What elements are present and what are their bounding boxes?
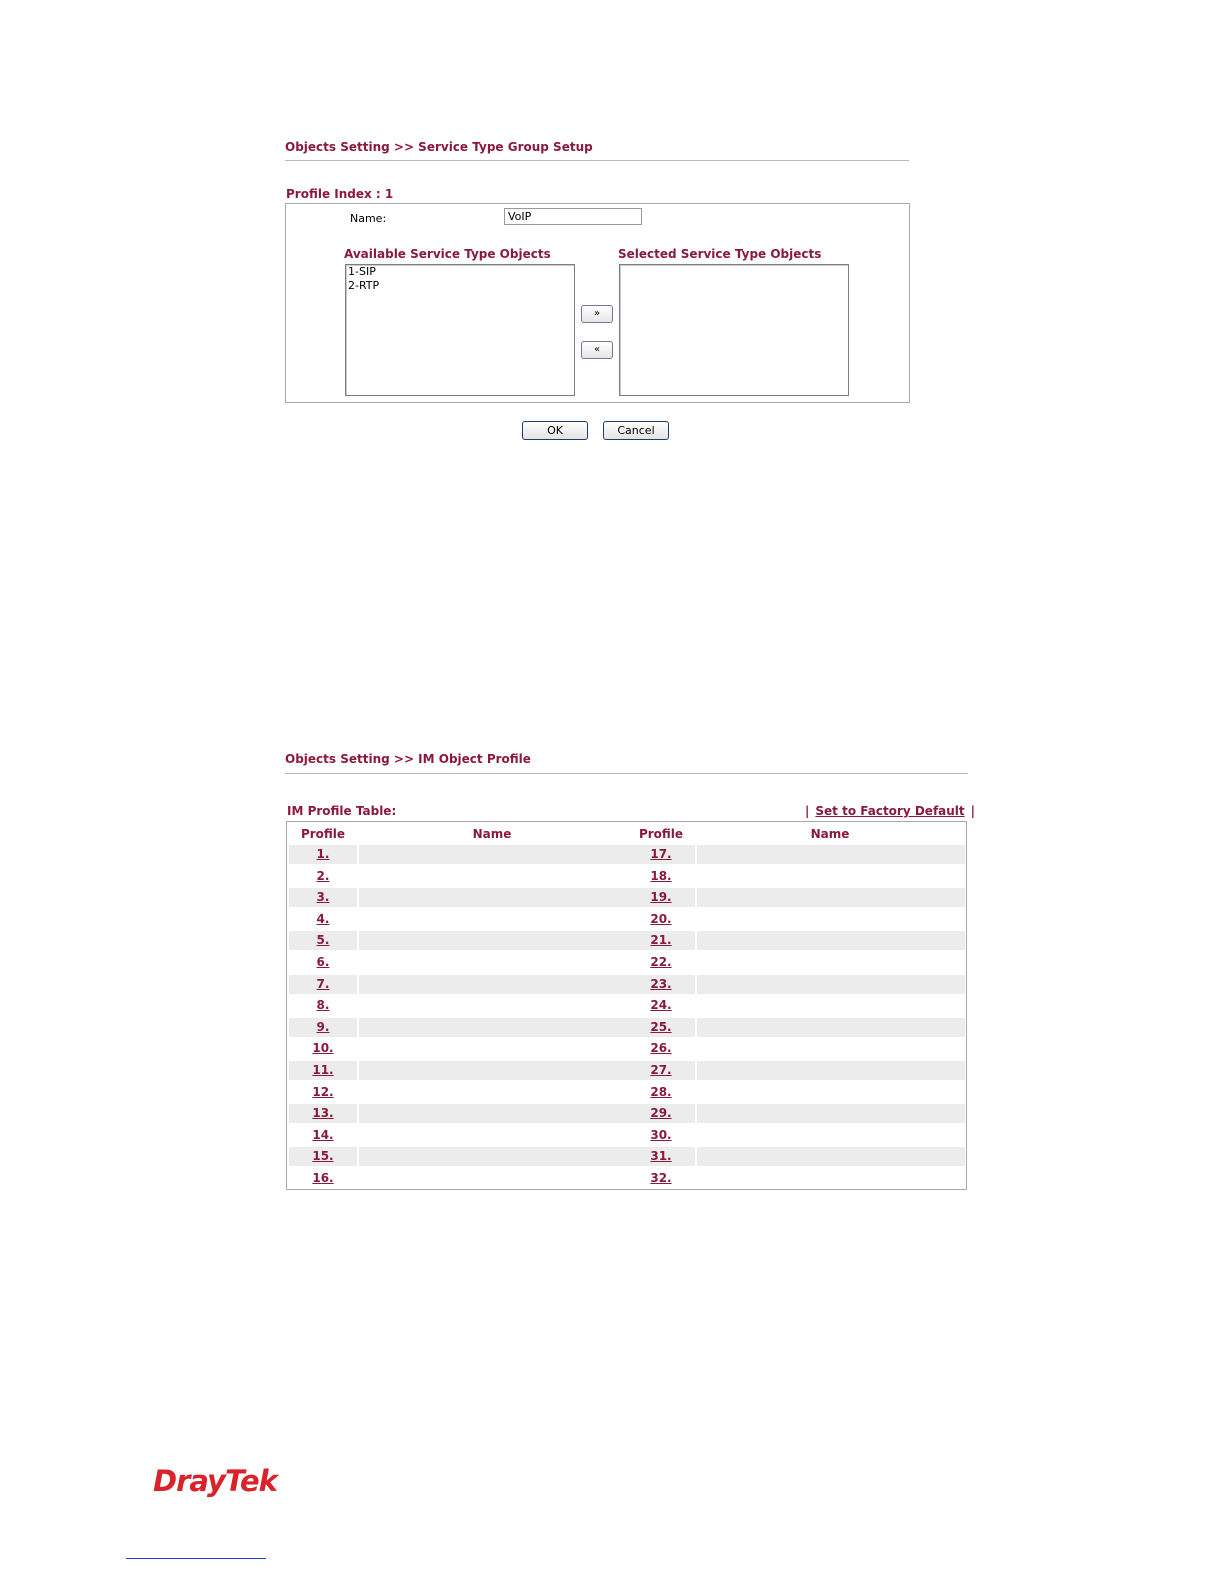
profile-name-cell-container <box>359 975 627 994</box>
remove-from-selected-button[interactable]: « <box>581 341 613 359</box>
separator-left: | <box>805 804 810 818</box>
header-name-right: Name <box>810 827 850 841</box>
profile-link[interactable]: 8. <box>316 998 330 1013</box>
profile-name-cell-container <box>697 1104 965 1123</box>
profile-link-container <box>627 953 695 972</box>
available-option[interactable]: 1-SIP <box>348 265 376 278</box>
profile-link[interactable]: 18. <box>650 868 672 883</box>
profile-link[interactable]: 26. <box>650 1041 672 1056</box>
profile-name-cell-container <box>697 996 965 1015</box>
profile-link-container <box>289 931 357 950</box>
available-objects-listbox[interactable] <box>345 264 575 396</box>
profile-name-cell-container <box>359 1104 627 1123</box>
profile-link-container <box>627 1018 695 1037</box>
profile-link-container <box>289 888 357 907</box>
selected-objects-label: Selected Service Type Objects <box>618 247 822 261</box>
cancel-button[interactable]: Cancel <box>603 421 669 440</box>
profile-link-container <box>289 910 357 929</box>
profile-link-container <box>289 1126 357 1145</box>
profile-link[interactable]: 2. <box>316 868 330 883</box>
profile-name-cell-container <box>697 867 965 886</box>
profile-link[interactable]: 14. <box>312 1127 334 1142</box>
profile-link[interactable]: 10. <box>312 1041 334 1056</box>
set-factory-default-link[interactable]: Set to Factory Default <box>815 804 965 818</box>
profile-link[interactable]: 15. <box>312 1149 334 1164</box>
profile-link[interactable]: 27. <box>650 1063 672 1077</box>
profile-link[interactable]: 20. <box>650 911 672 926</box>
profile-link-container <box>627 996 695 1015</box>
profile-name-cell-container <box>697 1061 965 1080</box>
profile-link-container <box>289 1083 357 1102</box>
table-row <box>289 1061 964 1080</box>
im-profile-divider <box>285 773 968 774</box>
profile-link-container <box>627 1169 695 1188</box>
profile-link[interactable]: 4. <box>316 911 330 926</box>
profile-link[interactable]: 17. <box>650 847 672 861</box>
service-group-breadcrumb: Objects Setting >> Service Type Group Setup <box>285 140 593 154</box>
table-row <box>289 1126 964 1145</box>
profile-link-container <box>627 845 695 864</box>
profile-name-cell-container <box>359 1018 627 1037</box>
profile-link-container <box>289 996 357 1015</box>
table-row <box>289 1039 964 1058</box>
profile-link[interactable]: 16. <box>312 1171 334 1185</box>
profile-link-container <box>627 1126 695 1145</box>
footer-link-line <box>126 1558 266 1559</box>
profile-name-cell-container <box>697 975 965 994</box>
profile-name-cell-container <box>697 1083 965 1102</box>
add-to-selected-button[interactable]: » <box>581 305 613 323</box>
profile-link[interactable]: 32. <box>650 1171 672 1185</box>
im-profile-table <box>286 821 967 1190</box>
profile-link-container <box>627 888 695 907</box>
profile-name-cell-container <box>359 1083 627 1102</box>
profile-name-cell-container <box>697 845 965 864</box>
profile-link-container <box>289 1169 357 1188</box>
profile-name-cell-container <box>359 1039 627 1058</box>
profile-name-cell-container <box>697 888 965 907</box>
profile-name-cell-container <box>697 1018 965 1037</box>
profile-link-container <box>289 975 357 994</box>
table-row <box>289 996 964 1015</box>
header-profile-left: Profile <box>300 827 346 841</box>
service-group-form <box>285 203 910 403</box>
profile-name-cell-container <box>359 1061 627 1080</box>
profile-link-container <box>289 1147 357 1166</box>
selected-objects-listbox[interactable] <box>619 264 849 396</box>
header-profile-right: Profile <box>638 827 684 841</box>
available-option[interactable]: 2-RTP <box>348 279 380 292</box>
profile-name-cell-container <box>697 910 965 929</box>
profile-link[interactable]: 19. <box>650 890 672 905</box>
profile-link-container <box>289 845 357 864</box>
profile-name-cell-container <box>697 1147 965 1166</box>
available-objects-label: Available Service Type Objects <box>344 247 551 261</box>
profile-link-container <box>627 1061 695 1080</box>
profile-link[interactable]: 21. <box>650 933 672 948</box>
table-row <box>289 1147 964 1166</box>
profile-link-container <box>627 1039 695 1058</box>
profile-name-cell-container <box>359 996 627 1015</box>
profile-link-container <box>627 1083 695 1102</box>
table-row <box>289 888 964 907</box>
table-row <box>289 1083 964 1102</box>
header-name-left: Name <box>472 827 512 841</box>
profile-name-cell-container <box>697 1126 965 1145</box>
profile-link[interactable]: 11. <box>312 1063 334 1077</box>
profile-name-cell-container <box>697 931 965 950</box>
profile-link[interactable]: 5. <box>316 933 330 948</box>
separator-right: | <box>970 804 976 818</box>
profile-link[interactable]: 23. <box>650 976 672 991</box>
profile-name-cell-container <box>359 931 627 950</box>
profile-name-cell-container <box>697 1169 965 1188</box>
profile-link[interactable]: 6. <box>316 955 330 969</box>
profile-link-container <box>627 931 695 950</box>
table-row <box>289 953 964 972</box>
profile-link[interactable]: 22. <box>650 955 672 969</box>
profile-link[interactable]: 9. <box>316 1019 330 1034</box>
profile-link[interactable]: 24. <box>650 998 672 1013</box>
profile-link[interactable]: 1. <box>316 847 330 861</box>
table-row <box>289 867 964 886</box>
profile-name-cell-container <box>697 1039 965 1058</box>
profile-link[interactable]: 30. <box>650 1127 672 1142</box>
profile-link[interactable]: 7. <box>316 976 330 991</box>
ok-button[interactable]: OK <box>522 421 588 440</box>
im-profile-table-label: IM Profile Table: <box>287 804 397 818</box>
profile-name-cell-container <box>359 910 627 929</box>
profile-link-container <box>289 1061 357 1080</box>
profile-link-container <box>289 1039 357 1058</box>
profile-link-container <box>627 1147 695 1166</box>
profile-link-container <box>627 1104 695 1123</box>
profile-link-container <box>289 1018 357 1037</box>
profile-name-cell-container <box>359 1147 627 1166</box>
profile-link-container <box>289 1104 357 1123</box>
profile-link-container <box>289 953 357 972</box>
profile-name-cell-container <box>359 888 627 907</box>
profile-link-container <box>627 910 695 929</box>
profile-name-cell-container <box>359 1126 627 1145</box>
profile-link[interactable]: 25. <box>650 1019 672 1034</box>
name-input[interactable]: VoIP <box>504 208 642 225</box>
draytek-logo: DrayTek <box>153 1464 277 1498</box>
profile-link[interactable]: 12. <box>312 1084 334 1099</box>
profile-link[interactable]: 29. <box>650 1106 672 1121</box>
table-row <box>289 1169 964 1188</box>
profile-name-cell-container <box>359 867 627 886</box>
profile-link[interactable]: 3. <box>316 890 330 905</box>
profile-link[interactable]: 31. <box>650 1149 672 1164</box>
table-row <box>289 1104 964 1123</box>
profile-name-cell-container <box>359 953 627 972</box>
profile-name-cell-container <box>359 845 627 864</box>
table-row <box>289 931 964 950</box>
profile-link-container <box>627 975 695 994</box>
profile-link[interactable]: 28. <box>650 1084 672 1099</box>
table-row <box>289 845 964 864</box>
name-label: Name: <box>350 212 387 225</box>
profile-link-container <box>627 867 695 886</box>
im-profile-breadcrumb: Objects Setting >> IM Object Profile <box>285 752 531 766</box>
service-group-divider <box>285 160 909 161</box>
table-row <box>289 1018 964 1037</box>
factory-default-area <box>805 804 975 818</box>
table-row <box>289 910 964 929</box>
profile-name-cell-container <box>697 953 965 972</box>
profile-link-container <box>289 867 357 886</box>
profile-name-cell-container <box>359 1169 627 1188</box>
profile-index-label: Profile Index : 1 <box>286 187 394 201</box>
table-row <box>289 975 964 994</box>
profile-link[interactable]: 13. <box>312 1106 334 1121</box>
